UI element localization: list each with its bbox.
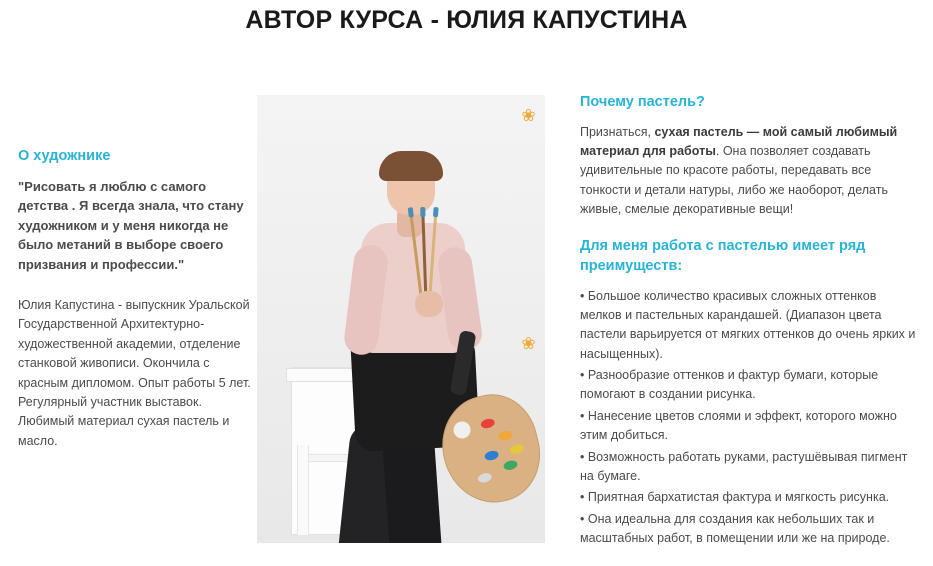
list-item: • Разнообразие оттенков и фактур бумаги, которые помогают в создании рисунка. [580, 368, 879, 402]
palette-thumb-hole [452, 420, 473, 441]
artist-about-column [8, 51, 256, 451]
paint-blob [477, 472, 493, 484]
artist-photo [257, 95, 545, 543]
about-heading: О художнике [18, 148, 111, 164]
paint-blob [503, 459, 519, 471]
list-item: • Большое количество красивых сложных оттенков мелков и пастельных карандашей. (Диапазон цвета пастели варьируется от мягких оттенков до очень ярких и насыщенных). [580, 288, 916, 361]
advantages-list [580, 287, 919, 549]
paint-blob [484, 449, 500, 461]
advantages-heading: Для меня работа с пастелью имеет ряд преимуществ: [580, 238, 866, 274]
paint-blob [509, 443, 525, 455]
hair-front-shape [379, 151, 443, 181]
artist-photo-column [256, 51, 546, 543]
why-pastel-text [580, 123, 919, 220]
why-pastel-text-end: . Она позволяет создавать удивительные по красоте работы, передавать все тонкости и детали натуры, либо же наоборот, делать живые, смелые декоративные вещи! [580, 143, 888, 217]
artist-quote: "Рисовать я люблю с самого детства . Я всегда знала, что стану художником и у меня никогда не было метаний в выборе своего призвания и профессии." [18, 178, 244, 272]
list-item: • Приятная бархатистая фактура и мягкость рисунка. [580, 490, 890, 505]
list-item: • Нанесение цветов слоями и эффект, которого можно этим добиться. [580, 408, 897, 443]
list-item: • Она идеальна для создания как небольших так и масштабных работ, в помещении или же на природе. [580, 511, 890, 546]
paint-blob [480, 417, 496, 429]
advantages-block [580, 237, 919, 548]
page-title: АВТОР КУРСА - ЮЛИЯ КАПУСТИНА [245, 6, 688, 34]
why-pastel-block [580, 93, 919, 219]
artist-bio: Юлия Капустина - выпускник Уральской Государственной Архитектурно-художественной академии, отделение станковой живописи. Окончила с красным дипломом. Опыт работы 5 лет. Регулярный участник выставок. Любимый материал сухая пастель и масло. [18, 298, 251, 448]
why-pastel-text-bold: сухая пастель — мой самый любимый материал для работы [580, 124, 898, 158]
paint-blob [497, 430, 513, 442]
flower-icon: ❀ [521, 334, 536, 353]
hand-shape [415, 291, 443, 317]
pastel-info-column [521, 51, 925, 566]
list-item: • Возможность работать руками, растушёвывая пигмент на бумаге. [580, 449, 908, 483]
content-layout [0, 51, 933, 566]
flower-icon: ❀ [521, 106, 536, 125]
why-pastel-text-start: Признаться, [580, 124, 655, 139]
why-pastel-heading: Почему пастель? [580, 94, 705, 110]
